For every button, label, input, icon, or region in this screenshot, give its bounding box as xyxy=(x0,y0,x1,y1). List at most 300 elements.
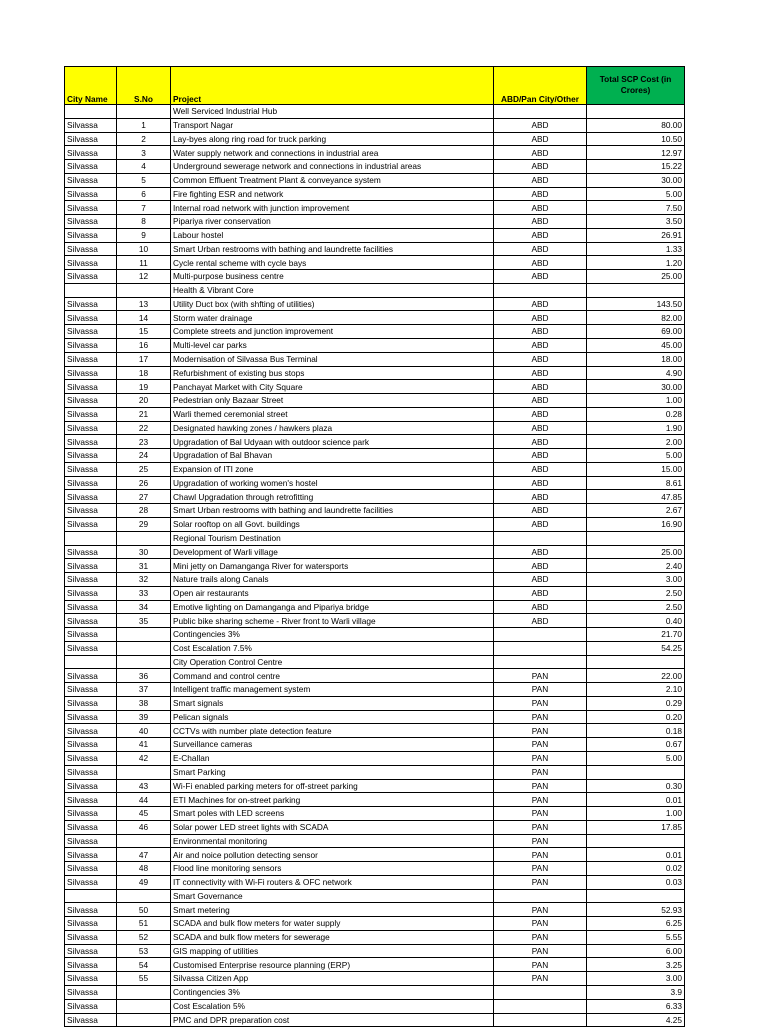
cost-cell[interactable]: 6.25 xyxy=(587,917,685,931)
type-cell[interactable]: ABD xyxy=(494,504,587,518)
project-cell[interactable]: Storm water drainage xyxy=(171,311,494,325)
serial-number-cell[interactable]: 45 xyxy=(117,807,171,821)
type-cell[interactable]: ABD xyxy=(494,490,587,504)
serial-number-cell[interactable]: 4 xyxy=(117,160,171,174)
type-cell[interactable]: ABD xyxy=(494,573,587,587)
project-cell[interactable]: Transport Nagar xyxy=(171,118,494,132)
serial-number-cell[interactable]: 37 xyxy=(117,683,171,697)
type-cell[interactable]: ABD xyxy=(494,600,587,614)
cost-cell[interactable]: 6.33 xyxy=(587,999,685,1013)
project-cell[interactable]: Smart Urban restrooms with bathing and laundrette facilities xyxy=(171,504,494,518)
type-cell[interactable] xyxy=(494,105,587,119)
project-cell[interactable]: Common Effluent Treatment Plant & conveyance system xyxy=(171,173,494,187)
serial-number-cell[interactable]: 39 xyxy=(117,710,171,724)
serial-number-cell[interactable]: 7 xyxy=(117,201,171,215)
cost-cell[interactable]: 22.00 xyxy=(587,669,685,683)
cost-cell[interactable] xyxy=(587,889,685,903)
cost-cell[interactable]: 7.50 xyxy=(587,201,685,215)
city-cell[interactable]: Silvassa xyxy=(65,146,117,160)
cost-cell[interactable]: 12.97 xyxy=(587,146,685,160)
serial-number-cell[interactable]: 51 xyxy=(117,917,171,931)
serial-number-cell[interactable]: 46 xyxy=(117,820,171,834)
project-cell[interactable]: Emotive lighting on Damanganga and Pipariya bridge xyxy=(171,600,494,614)
project-cell[interactable]: Smart Parking xyxy=(171,765,494,779)
city-cell[interactable]: Silvassa xyxy=(65,986,117,1000)
city-cell[interactable]: Silvassa xyxy=(65,600,117,614)
city-cell[interactable] xyxy=(65,531,117,545)
city-cell[interactable]: Silvassa xyxy=(65,807,117,821)
serial-number-cell[interactable]: 29 xyxy=(117,517,171,531)
serial-number-cell[interactable]: 35 xyxy=(117,614,171,628)
serial-number-cell[interactable]: 1 xyxy=(117,118,171,132)
type-cell[interactable] xyxy=(494,628,587,642)
city-cell[interactable]: Silvassa xyxy=(65,352,117,366)
type-cell[interactable]: ABD xyxy=(494,462,587,476)
type-cell[interactable]: PAN xyxy=(494,958,587,972)
serial-number-cell[interactable]: 26 xyxy=(117,476,171,490)
cost-cell[interactable]: 3.9 xyxy=(587,986,685,1000)
serial-number-cell[interactable]: 15 xyxy=(117,325,171,339)
city-cell[interactable]: Silvassa xyxy=(65,160,117,174)
type-cell[interactable]: PAN xyxy=(494,917,587,931)
type-cell[interactable]: PAN xyxy=(494,807,587,821)
cost-cell[interactable]: 0.01 xyxy=(587,848,685,862)
project-cell[interactable]: Upgradation of Bal Bhavan xyxy=(171,449,494,463)
type-cell[interactable]: ABD xyxy=(494,325,587,339)
city-cell[interactable]: Silvassa xyxy=(65,793,117,807)
serial-number-cell[interactable]: 13 xyxy=(117,297,171,311)
city-cell[interactable]: Silvassa xyxy=(65,751,117,765)
project-cell[interactable]: Nature trails along Canals xyxy=(171,573,494,587)
cost-cell[interactable]: 15.00 xyxy=(587,462,685,476)
project-cell[interactable]: Pipariya river conservation xyxy=(171,215,494,229)
serial-number-cell[interactable]: 55 xyxy=(117,972,171,986)
serial-number-cell[interactable]: 31 xyxy=(117,559,171,573)
type-cell[interactable]: PAN xyxy=(494,820,587,834)
project-cell[interactable]: Intelligent traffic management system xyxy=(171,683,494,697)
type-cell[interactable]: ABD xyxy=(494,545,587,559)
cost-cell[interactable]: 143.50 xyxy=(587,297,685,311)
project-cell[interactable]: Customised Enterprise resource planning (ERP) xyxy=(171,958,494,972)
type-cell[interactable] xyxy=(494,986,587,1000)
project-cell[interactable]: IT connectivity with Wi-Fi routers & OFC network xyxy=(171,875,494,889)
cost-cell[interactable]: 2.50 xyxy=(587,600,685,614)
cost-cell[interactable]: 3.50 xyxy=(587,215,685,229)
type-cell[interactable]: PAN xyxy=(494,669,587,683)
city-cell[interactable]: Silvassa xyxy=(65,903,117,917)
cost-cell[interactable]: 2.10 xyxy=(587,683,685,697)
cost-cell[interactable]: 25.00 xyxy=(587,545,685,559)
city-cell[interactable]: Silvassa xyxy=(65,972,117,986)
project-cell[interactable]: Solar rooftop on all Govt. buildings xyxy=(171,517,494,531)
serial-number-cell[interactable] xyxy=(117,531,171,545)
type-cell[interactable]: ABD xyxy=(494,449,587,463)
project-cell[interactable]: Expansion of ITI zone xyxy=(171,462,494,476)
serial-number-cell[interactable] xyxy=(117,655,171,669)
serial-number-cell[interactable]: 9 xyxy=(117,228,171,242)
project-cell[interactable]: Complete streets and junction improvement xyxy=(171,325,494,339)
serial-number-cell[interactable] xyxy=(117,765,171,779)
type-cell[interactable]: PAN xyxy=(494,710,587,724)
serial-number-cell[interactable]: 54 xyxy=(117,958,171,972)
project-cell[interactable]: Solar power LED street lights with SCADA xyxy=(171,820,494,834)
type-cell[interactable]: PAN xyxy=(494,696,587,710)
project-cell[interactable]: Smart metering xyxy=(171,903,494,917)
serial-number-cell[interactable]: 33 xyxy=(117,586,171,600)
type-cell[interactable]: PAN xyxy=(494,930,587,944)
serial-number-cell[interactable]: 3 xyxy=(117,146,171,160)
project-cell[interactable]: Upgradation of Bal Udyaan with outdoor science park xyxy=(171,435,494,449)
type-cell[interactable]: ABD xyxy=(494,187,587,201)
city-cell[interactable]: Silvassa xyxy=(65,215,117,229)
type-cell[interactable]: ABD xyxy=(494,394,587,408)
type-cell[interactable]: ABD xyxy=(494,242,587,256)
type-cell[interactable]: PAN xyxy=(494,972,587,986)
cost-cell[interactable]: 3.25 xyxy=(587,958,685,972)
cost-cell[interactable] xyxy=(587,283,685,297)
type-cell[interactable]: PAN xyxy=(494,862,587,876)
cost-cell[interactable]: 47.85 xyxy=(587,490,685,504)
city-cell[interactable]: Silvassa xyxy=(65,820,117,834)
city-cell[interactable]: Silvassa xyxy=(65,201,117,215)
city-cell[interactable]: Silvassa xyxy=(65,559,117,573)
cost-cell[interactable]: 0.03 xyxy=(587,875,685,889)
city-cell[interactable]: Silvassa xyxy=(65,738,117,752)
type-cell[interactable]: ABD xyxy=(494,256,587,270)
serial-number-cell[interactable]: 32 xyxy=(117,573,171,587)
serial-number-cell[interactable]: 47 xyxy=(117,848,171,862)
city-cell[interactable]: Silvassa xyxy=(65,724,117,738)
type-cell[interactable]: ABD xyxy=(494,517,587,531)
cost-cell[interactable] xyxy=(587,834,685,848)
serial-number-cell[interactable]: 52 xyxy=(117,930,171,944)
cost-cell[interactable]: 6.00 xyxy=(587,944,685,958)
cost-cell[interactable]: 0.40 xyxy=(587,614,685,628)
city-cell[interactable]: Silvassa xyxy=(65,669,117,683)
project-cell[interactable]: Flood line monitoring sensors xyxy=(171,862,494,876)
project-cell[interactable]: Air and noice pollution detecting sensor xyxy=(171,848,494,862)
cost-cell[interactable]: 2.67 xyxy=(587,504,685,518)
type-cell[interactable]: ABD xyxy=(494,173,587,187)
type-cell[interactable]: ABD xyxy=(494,614,587,628)
serial-number-cell[interactable]: 8 xyxy=(117,215,171,229)
project-cell[interactable]: Panchayat Market with City Square xyxy=(171,380,494,394)
city-cell[interactable]: Silvassa xyxy=(65,641,117,655)
type-cell[interactable] xyxy=(494,655,587,669)
serial-number-cell[interactable]: 53 xyxy=(117,944,171,958)
cost-cell[interactable]: 1.90 xyxy=(587,421,685,435)
cost-cell[interactable]: 4.25 xyxy=(587,1013,685,1027)
project-cell[interactable]: Contingencies 3% xyxy=(171,628,494,642)
city-cell[interactable]: Silvassa xyxy=(65,917,117,931)
cost-cell[interactable]: 5.00 xyxy=(587,187,685,201)
serial-number-cell[interactable]: 34 xyxy=(117,600,171,614)
project-cell[interactable]: Refurbishment of existing bus stops xyxy=(171,366,494,380)
city-cell[interactable]: Silvassa xyxy=(65,586,117,600)
project-cell[interactable]: Command and control centre xyxy=(171,669,494,683)
city-cell[interactable]: Silvassa xyxy=(65,270,117,284)
cost-cell[interactable]: 5.00 xyxy=(587,751,685,765)
cost-cell[interactable]: 0.28 xyxy=(587,407,685,421)
city-cell[interactable]: Silvassa xyxy=(65,958,117,972)
type-cell[interactable] xyxy=(494,999,587,1013)
type-cell[interactable]: ABD xyxy=(494,366,587,380)
cost-cell[interactable]: 25.00 xyxy=(587,270,685,284)
type-cell[interactable]: PAN xyxy=(494,793,587,807)
city-cell[interactable]: Silvassa xyxy=(65,545,117,559)
city-cell[interactable]: Silvassa xyxy=(65,710,117,724)
type-cell[interactable] xyxy=(494,283,587,297)
type-cell[interactable]: ABD xyxy=(494,586,587,600)
project-cell[interactable]: Internal road network with junction improvement xyxy=(171,201,494,215)
cost-cell[interactable]: 21.70 xyxy=(587,628,685,642)
project-cell[interactable]: Environmental monitoring xyxy=(171,834,494,848)
city-cell[interactable]: Silvassa xyxy=(65,187,117,201)
project-cell[interactable]: Modernisation of Silvassa Bus Terminal xyxy=(171,352,494,366)
serial-number-cell[interactable]: 44 xyxy=(117,793,171,807)
project-cell[interactable]: Multi-level car parks xyxy=(171,339,494,353)
serial-number-cell[interactable]: 40 xyxy=(117,724,171,738)
type-cell[interactable]: ABD xyxy=(494,118,587,132)
type-cell[interactable]: PAN xyxy=(494,751,587,765)
serial-number-cell[interactable] xyxy=(117,986,171,1000)
city-cell[interactable]: Silvassa xyxy=(65,490,117,504)
cost-cell[interactable]: 0.67 xyxy=(587,738,685,752)
cost-cell[interactable]: 52.93 xyxy=(587,903,685,917)
cost-cell[interactable]: 5.00 xyxy=(587,449,685,463)
project-cell[interactable]: Regional Tourism Destination xyxy=(171,531,494,545)
city-cell[interactable]: Silvassa xyxy=(65,339,117,353)
city-cell[interactable]: Silvassa xyxy=(65,944,117,958)
cost-cell[interactable]: 1.00 xyxy=(587,394,685,408)
city-cell[interactable]: Silvassa xyxy=(65,242,117,256)
type-cell[interactable]: PAN xyxy=(494,848,587,862)
project-cell[interactable]: Underground sewerage network and connections in industrial areas xyxy=(171,160,494,174)
project-cell[interactable]: GIS mapping of utilities xyxy=(171,944,494,958)
city-cell[interactable]: Silvassa xyxy=(65,407,117,421)
serial-number-cell[interactable]: 2 xyxy=(117,132,171,146)
project-cell[interactable]: Fire fighting ESR and network xyxy=(171,187,494,201)
type-cell[interactable]: PAN xyxy=(494,944,587,958)
city-cell[interactable]: Silvassa xyxy=(65,366,117,380)
city-cell[interactable]: Silvassa xyxy=(65,504,117,518)
type-cell[interactable]: ABD xyxy=(494,201,587,215)
project-cell[interactable]: Cost Escalation 7.5% xyxy=(171,641,494,655)
cost-cell[interactable]: 82.00 xyxy=(587,311,685,325)
header-city-name[interactable]: City Name xyxy=(65,67,117,105)
serial-number-cell[interactable]: 38 xyxy=(117,696,171,710)
cost-cell[interactable]: 10.50 xyxy=(587,132,685,146)
serial-number-cell[interactable]: 36 xyxy=(117,669,171,683)
type-cell[interactable]: ABD xyxy=(494,297,587,311)
type-cell[interactable]: ABD xyxy=(494,270,587,284)
type-cell[interactable] xyxy=(494,641,587,655)
type-cell[interactable]: PAN xyxy=(494,779,587,793)
city-cell[interactable]: Silvassa xyxy=(65,999,117,1013)
serial-number-cell[interactable]: 28 xyxy=(117,504,171,518)
cost-cell[interactable]: 54.25 xyxy=(587,641,685,655)
project-cell[interactable]: Labour hostel xyxy=(171,228,494,242)
city-cell[interactable]: Silvassa xyxy=(65,311,117,325)
project-cell[interactable]: Pedestrian only Bazaar Street xyxy=(171,394,494,408)
cost-cell[interactable]: 2.00 xyxy=(587,435,685,449)
type-cell[interactable]: ABD xyxy=(494,311,587,325)
project-cell[interactable]: City Operation Control Centre xyxy=(171,655,494,669)
serial-number-cell[interactable]: 11 xyxy=(117,256,171,270)
serial-number-cell[interactable] xyxy=(117,641,171,655)
cost-cell[interactable]: 1.20 xyxy=(587,256,685,270)
type-cell[interactable]: ABD xyxy=(494,559,587,573)
type-cell[interactable]: PAN xyxy=(494,875,587,889)
header-abd-pan-type[interactable]: ABD/Pan City/Other xyxy=(494,67,587,105)
serial-number-cell[interactable]: 23 xyxy=(117,435,171,449)
cost-cell[interactable] xyxy=(587,105,685,119)
city-cell[interactable]: Silvassa xyxy=(65,462,117,476)
type-cell[interactable]: ABD xyxy=(494,160,587,174)
city-cell[interactable]: Silvassa xyxy=(65,228,117,242)
cost-cell[interactable]: 0.01 xyxy=(587,793,685,807)
project-cell[interactable]: Multi-purpose business centre xyxy=(171,270,494,284)
project-cell[interactable]: Well Serviced Industrial Hub xyxy=(171,105,494,119)
serial-number-cell[interactable] xyxy=(117,105,171,119)
serial-number-cell[interactable]: 24 xyxy=(117,449,171,463)
city-cell[interactable]: Silvassa xyxy=(65,421,117,435)
cost-cell[interactable]: 30.00 xyxy=(587,380,685,394)
project-cell[interactable]: Mini jetty on Damanganga River for watersports xyxy=(171,559,494,573)
project-cell[interactable]: Utility Duct box (with shfting of utilities) xyxy=(171,297,494,311)
project-cell[interactable]: Contingencies 3% xyxy=(171,986,494,1000)
city-cell[interactable]: Silvassa xyxy=(65,380,117,394)
project-cell[interactable]: Public bike sharing scheme - River front to Warli village xyxy=(171,614,494,628)
project-cell[interactable]: ETI Machines for on-street parking xyxy=(171,793,494,807)
type-cell[interactable]: ABD xyxy=(494,132,587,146)
project-cell[interactable]: CCTVs with number plate detection feature xyxy=(171,724,494,738)
project-cell[interactable]: Health & Vibrant Core xyxy=(171,283,494,297)
project-cell[interactable]: Smart Governance xyxy=(171,889,494,903)
type-cell[interactable]: ABD xyxy=(494,228,587,242)
city-cell[interactable]: Silvassa xyxy=(65,683,117,697)
cost-cell[interactable]: 15.22 xyxy=(587,160,685,174)
cost-cell[interactable]: 30.00 xyxy=(587,173,685,187)
city-cell[interactable]: Silvassa xyxy=(65,779,117,793)
cost-cell[interactable]: 0.30 xyxy=(587,779,685,793)
project-cell[interactable]: Cost Escalation 5% xyxy=(171,999,494,1013)
cost-cell[interactable]: 0.29 xyxy=(587,696,685,710)
type-cell[interactable]: ABD xyxy=(494,407,587,421)
header-project[interactable]: Project xyxy=(171,67,494,105)
cost-cell[interactable] xyxy=(587,531,685,545)
cost-cell[interactable]: 5.55 xyxy=(587,930,685,944)
serial-number-cell[interactable]: 20 xyxy=(117,394,171,408)
cost-cell[interactable]: 4.90 xyxy=(587,366,685,380)
serial-number-cell[interactable]: 25 xyxy=(117,462,171,476)
serial-number-cell[interactable]: 6 xyxy=(117,187,171,201)
project-cell[interactable]: SCADA and bulk flow meters for sewerage xyxy=(171,930,494,944)
city-cell[interactable] xyxy=(65,889,117,903)
serial-number-cell[interactable]: 16 xyxy=(117,339,171,353)
type-cell[interactable]: ABD xyxy=(494,421,587,435)
type-cell[interactable]: ABD xyxy=(494,435,587,449)
project-cell[interactable]: Lay-byes along ring road for truck parking xyxy=(171,132,494,146)
city-cell[interactable]: Silvassa xyxy=(65,256,117,270)
project-cell[interactable]: Smart Urban restrooms with bathing and laundrette facilities xyxy=(171,242,494,256)
serial-number-cell[interactable]: 50 xyxy=(117,903,171,917)
serial-number-cell[interactable]: 17 xyxy=(117,352,171,366)
type-cell[interactable]: ABD xyxy=(494,476,587,490)
cost-cell[interactable]: 0.18 xyxy=(587,724,685,738)
project-cell[interactable]: PMC and DPR preparation cost xyxy=(171,1013,494,1027)
cost-cell[interactable] xyxy=(587,655,685,669)
serial-number-cell[interactable]: 12 xyxy=(117,270,171,284)
project-cell[interactable]: Development of Warli village xyxy=(171,545,494,559)
cost-cell[interactable]: 8.61 xyxy=(587,476,685,490)
cost-cell[interactable]: 3.00 xyxy=(587,972,685,986)
type-cell[interactable]: ABD xyxy=(494,352,587,366)
city-cell[interactable]: Silvassa xyxy=(65,517,117,531)
type-cell[interactable]: PAN xyxy=(494,903,587,917)
cost-cell[interactable]: 18.00 xyxy=(587,352,685,366)
cost-cell[interactable]: 26.91 xyxy=(587,228,685,242)
serial-number-cell[interactable] xyxy=(117,889,171,903)
city-cell[interactable]: Silvassa xyxy=(65,834,117,848)
serial-number-cell[interactable]: 10 xyxy=(117,242,171,256)
city-cell[interactable]: Silvassa xyxy=(65,476,117,490)
cost-cell[interactable]: 2.50 xyxy=(587,586,685,600)
type-cell[interactable]: ABD xyxy=(494,380,587,394)
city-cell[interactable]: Silvassa xyxy=(65,848,117,862)
city-cell[interactable]: Silvassa xyxy=(65,930,117,944)
project-cell[interactable]: Pelican signals xyxy=(171,710,494,724)
serial-number-cell[interactable]: 43 xyxy=(117,779,171,793)
city-cell[interactable]: Silvassa xyxy=(65,628,117,642)
project-cell[interactable]: Cycle rental scheme with cycle bays xyxy=(171,256,494,270)
project-cell[interactable]: Smart signals xyxy=(171,696,494,710)
type-cell[interactable]: ABD xyxy=(494,339,587,353)
city-cell[interactable]: Silvassa xyxy=(65,1013,117,1027)
cost-cell[interactable]: 16.90 xyxy=(587,517,685,531)
city-cell[interactable]: Silvassa xyxy=(65,173,117,187)
serial-number-cell[interactable]: 42 xyxy=(117,751,171,765)
city-cell[interactable] xyxy=(65,655,117,669)
serial-number-cell[interactable] xyxy=(117,1013,171,1027)
serial-number-cell[interactable]: 14 xyxy=(117,311,171,325)
city-cell[interactable]: Silvassa xyxy=(65,875,117,889)
serial-number-cell[interactable]: 49 xyxy=(117,875,171,889)
city-cell[interactable]: Silvassa xyxy=(65,132,117,146)
city-cell[interactable]: Silvassa xyxy=(65,297,117,311)
cost-cell[interactable]: 3.00 xyxy=(587,573,685,587)
serial-number-cell[interactable]: 21 xyxy=(117,407,171,421)
city-cell[interactable]: Silvassa xyxy=(65,573,117,587)
cost-cell[interactable]: 0.02 xyxy=(587,862,685,876)
project-cell[interactable]: Warli themed ceremonial street xyxy=(171,407,494,421)
project-cell[interactable]: Water supply network and connections in industrial area xyxy=(171,146,494,160)
serial-number-cell[interactable]: 18 xyxy=(117,366,171,380)
type-cell[interactable] xyxy=(494,531,587,545)
cost-cell[interactable]: 80.00 xyxy=(587,118,685,132)
project-cell[interactable]: Designated hawking zones / hawkers plaza xyxy=(171,421,494,435)
type-cell[interactable]: ABD xyxy=(494,215,587,229)
city-cell[interactable] xyxy=(65,105,117,119)
serial-number-cell[interactable] xyxy=(117,834,171,848)
header-total-scp-cost[interactable]: Total SCP Cost (in Crores) xyxy=(587,67,685,105)
cost-cell[interactable]: 1.00 xyxy=(587,807,685,821)
serial-number-cell[interactable]: 27 xyxy=(117,490,171,504)
city-cell[interactable]: Silvassa xyxy=(65,449,117,463)
project-cell[interactable]: Silvassa Citizen App xyxy=(171,972,494,986)
city-cell[interactable]: Silvassa xyxy=(65,696,117,710)
city-cell[interactable]: Silvassa xyxy=(65,765,117,779)
